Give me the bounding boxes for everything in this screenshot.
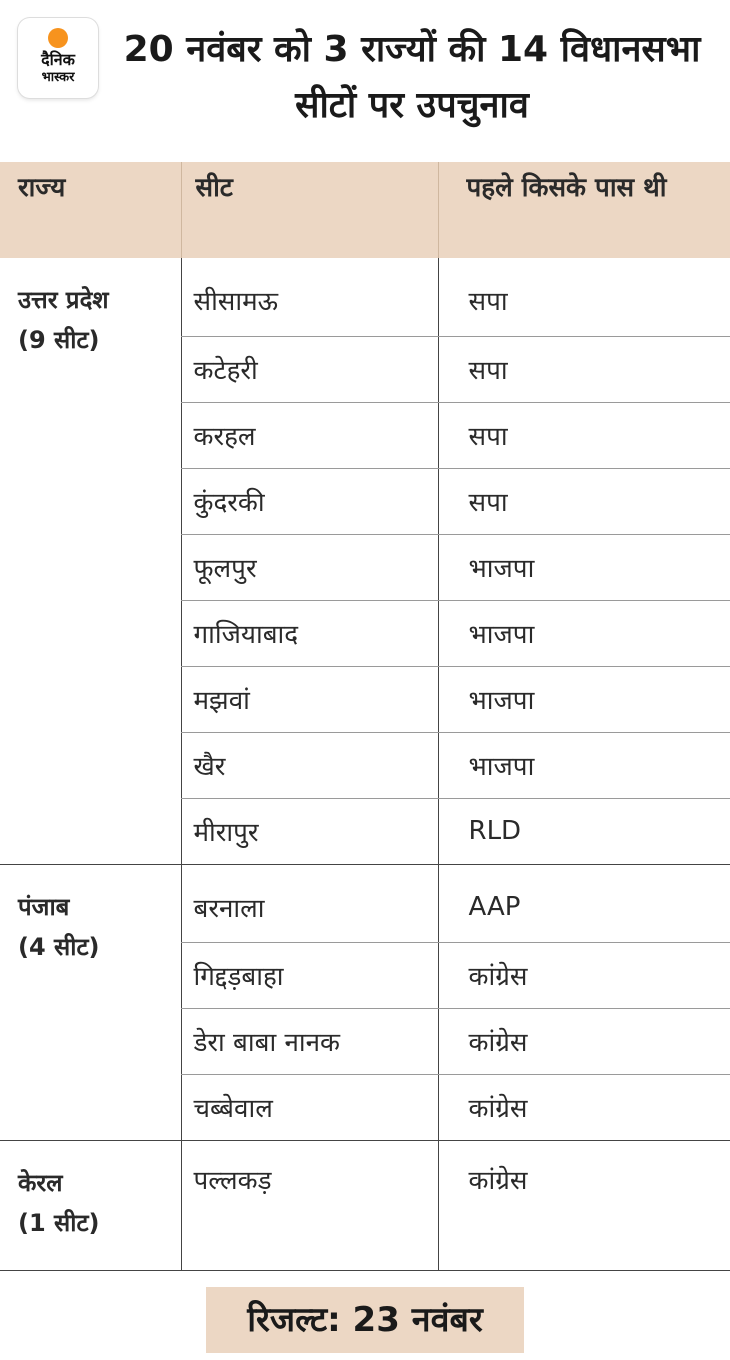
state-seat-count: (9 सीट)	[18, 326, 100, 354]
logo-text-line1: दैनिक	[41, 50, 75, 69]
header-state: राज्य	[0, 162, 181, 258]
state-cell-punjab	[0, 864, 181, 1140]
party-cell: सपा	[438, 402, 730, 468]
sun-dot-icon	[48, 28, 68, 48]
seat-cell: कुंदरकी	[181, 468, 438, 534]
bypoll-seats-table	[0, 162, 730, 1271]
party-cell: कांग्रेस	[438, 1008, 730, 1074]
seat-cell: खैर	[181, 732, 438, 798]
seat-cell: सीसामऊ	[181, 258, 438, 336]
table-row	[0, 258, 730, 336]
party-cell: कांग्रेस	[438, 1074, 730, 1140]
table-row	[0, 864, 730, 942]
result-label: रिजल्ट:	[247, 1300, 341, 1340]
seat-cell: कटेहरी	[181, 336, 438, 402]
party-cell: सपा	[438, 468, 730, 534]
header	[0, 0, 730, 160]
dainik-bhaskar-logo	[18, 18, 98, 98]
state-name: पंजाब	[18, 892, 70, 921]
result-date-banner	[206, 1287, 524, 1353]
result-date: 23 नवंबर	[352, 1300, 483, 1340]
party-cell: कांग्रेस	[438, 1140, 730, 1270]
seat-cell: गाजियाबाद	[181, 600, 438, 666]
state-seat-count: (4 सीट)	[18, 932, 100, 961]
state-cell-uttar-pradesh	[0, 258, 181, 864]
seat-cell: गिद्दड़बाहा	[181, 942, 438, 1008]
state-seat-count: (1 सीट)	[18, 1208, 100, 1237]
party-cell: AAP	[438, 864, 730, 942]
seat-cell: मीरापुर	[181, 798, 438, 864]
state-cell-kerala	[0, 1140, 181, 1270]
party-cell: भाजपा	[438, 666, 730, 732]
seat-cell: डेरा बाबा नानक	[181, 1008, 438, 1074]
party-cell: सपा	[438, 258, 730, 336]
seat-cell: चब्बेवाल	[181, 1074, 438, 1140]
party-cell: भाजपा	[438, 534, 730, 600]
page-title: 20 नवंबर को 3 राज्यों की 14 विधानसभा सीटों पर उपचुनाव	[123, 29, 701, 126]
seat-cell: पल्लकड़	[181, 1140, 438, 1270]
header-seat: सीट	[181, 162, 438, 258]
table-header-row	[0, 162, 730, 258]
party-cell: सपा	[438, 336, 730, 402]
party-cell: RLD	[438, 798, 730, 864]
seat-cell: करहल	[181, 402, 438, 468]
party-cell: कांग्रेस	[438, 942, 730, 1008]
header-previous-holder: पहले किसके पास थी	[438, 162, 730, 258]
seat-cell: फूलपुर	[181, 534, 438, 600]
seat-cell: बरनाला	[181, 864, 438, 942]
table-row	[0, 1140, 730, 1270]
seat-cell: मझवां	[181, 666, 438, 732]
logo-text-line2: भास्कर	[41, 70, 75, 85]
state-name: केरल	[18, 1168, 63, 1197]
party-cell: भाजपा	[438, 732, 730, 798]
state-name: उत्तर प्रदेश	[18, 286, 109, 314]
party-cell: भाजपा	[438, 600, 730, 666]
